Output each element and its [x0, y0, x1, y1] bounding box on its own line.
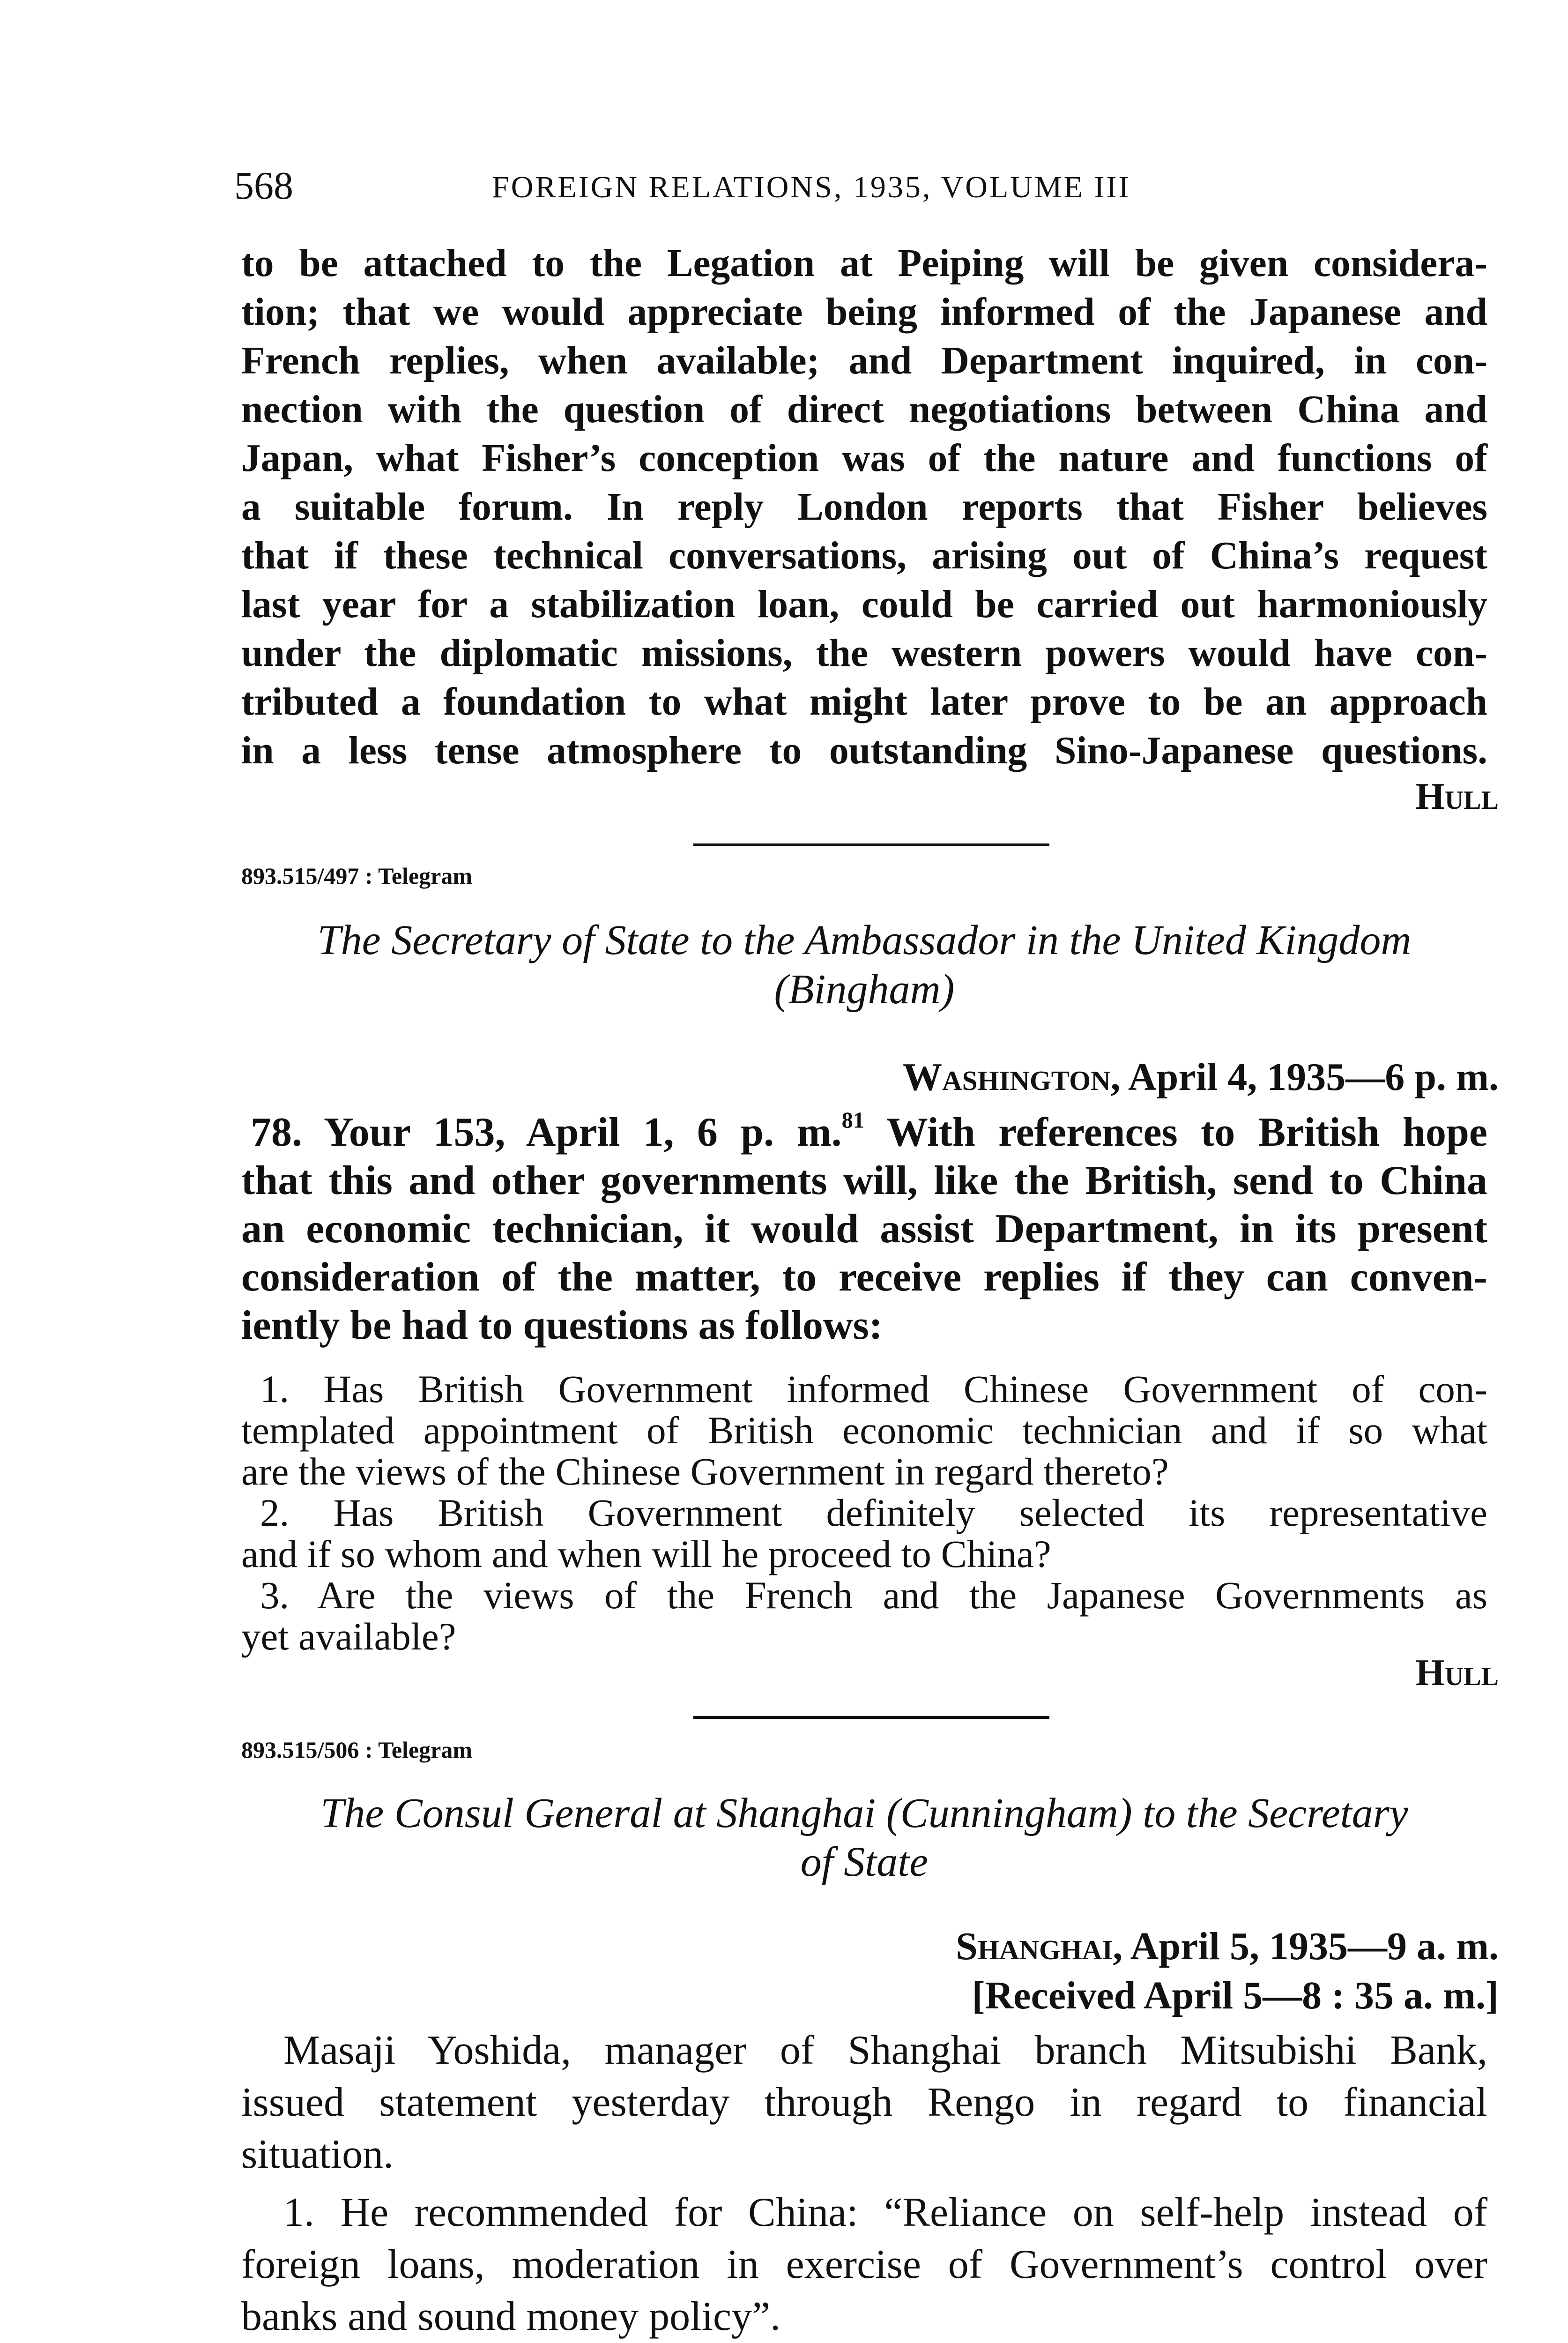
list-item: 2. Has British Government definitely selected its representative [260, 1491, 1487, 1534]
dateline [903, 1054, 1499, 1100]
body-line: tion; that we would appreciate being informed of the Japanese and [241, 291, 1487, 334]
body-line: under the diplomatic missions, the western powers would have con- [241, 632, 1487, 675]
telegram-line: banks and sound money policy”. [241, 2294, 781, 2339]
running-head: FOREIGN RELATIONS, 1935, VOLUME III [492, 170, 1131, 204]
page-number: 568 [234, 164, 293, 208]
telegram-line: that this and other governments will, like the British, send to China [241, 1158, 1487, 1203]
telegram-text: With references to British hope [864, 1110, 1487, 1155]
telegram-line: Masaji Yoshida, manager of Shanghai branch Mitsubishi Bank, [283, 2028, 1487, 2073]
body-line: last year for a stabilization loan, could be carried out harmoniously [241, 583, 1487, 626]
telegram-line [241, 1108, 1487, 1157]
received-line: [Received April 5—8 : 35 a. m.] [972, 1974, 1499, 2017]
dateline [956, 1924, 1499, 1969]
document-title-line2: (Bingham) [774, 966, 955, 1013]
body-line: French replies, when available; and Department inquired, in con- [241, 339, 1487, 382]
document-title: The Secretary of State to the Ambassador in the United Kingdom [317, 917, 1412, 963]
list-item: templated appointment of British economic technician and if so what [241, 1409, 1487, 1452]
body-line: that if these technical conversations, arising out of China’s request [241, 534, 1487, 577]
body-line: Japan, what Fisher’s conception was of the nature and functions of [241, 437, 1487, 480]
body-line: tributed a foundation to what might later prove to be an approach [241, 680, 1487, 724]
body-line: in a less tense atmosphere to outstanding Sino-Japanese questions. [241, 729, 1487, 772]
telegram-line: issued statement yesterday through Rengo in regard to financial [241, 2080, 1487, 2125]
list-item: and if so whom and when will he proceed to China? [241, 1532, 1051, 1575]
body-line: a suitable forum. In reply London reports that Fisher believes [241, 485, 1487, 529]
telegram-text: 78. Your 153, April 1, 6 p. m. [251, 1110, 842, 1155]
telegram-line: consideration of the matter, to receive replies if they can conven- [241, 1254, 1487, 1300]
file-reference: 893.515/497 : Telegram [241, 863, 473, 889]
list-item: yet available? [241, 1615, 456, 1658]
list-item: 1. Has British Government informed Chinese Government of con- [260, 1367, 1487, 1410]
dateline-place: Shanghai, [956, 1925, 1123, 1968]
footnote-reference: 81 [841, 1108, 865, 1133]
telegram-line: an economic technician, it would assist Department, in its present [241, 1206, 1487, 1252]
telegram-line: foreign loans, moderation in exercise of Government’s control over [241, 2242, 1487, 2287]
document-title: The Consul General at Shanghai (Cunningham) to the Secretary [320, 1790, 1408, 1836]
telegram-line: 1. He recommended for China: “Reliance on self-help instead of [283, 2190, 1487, 2235]
telegram-line: situation. [241, 2132, 394, 2177]
list-item: 3. Are the views of the French and the Japanese Governments as [260, 1574, 1487, 1617]
list-item: are the views of the Chinese Government in regard thereto? [241, 1450, 1169, 1493]
telegram-line: iently be had to questions as follows: [241, 1303, 883, 1348]
section-divider [693, 1716, 1049, 1719]
dateline-date: April 5, 1935—9 a. m. [1122, 1925, 1499, 1968]
body-line: to be attached to the Legation at Peiping will be given considera- [241, 242, 1487, 285]
document-title-line2: of State [800, 1839, 929, 1885]
dateline-place: Washington, [903, 1055, 1121, 1099]
body-line: nection with the question of direct negotiations between China and [241, 388, 1487, 431]
file-reference: 893.515/506 : Telegram [241, 1737, 473, 1763]
signature-hull: Hull [1415, 1652, 1499, 1694]
section-divider [693, 843, 1049, 846]
signature-hull: Hull [1415, 776, 1499, 817]
dateline-date: April 4, 1935—6 p. m. [1120, 1055, 1499, 1099]
